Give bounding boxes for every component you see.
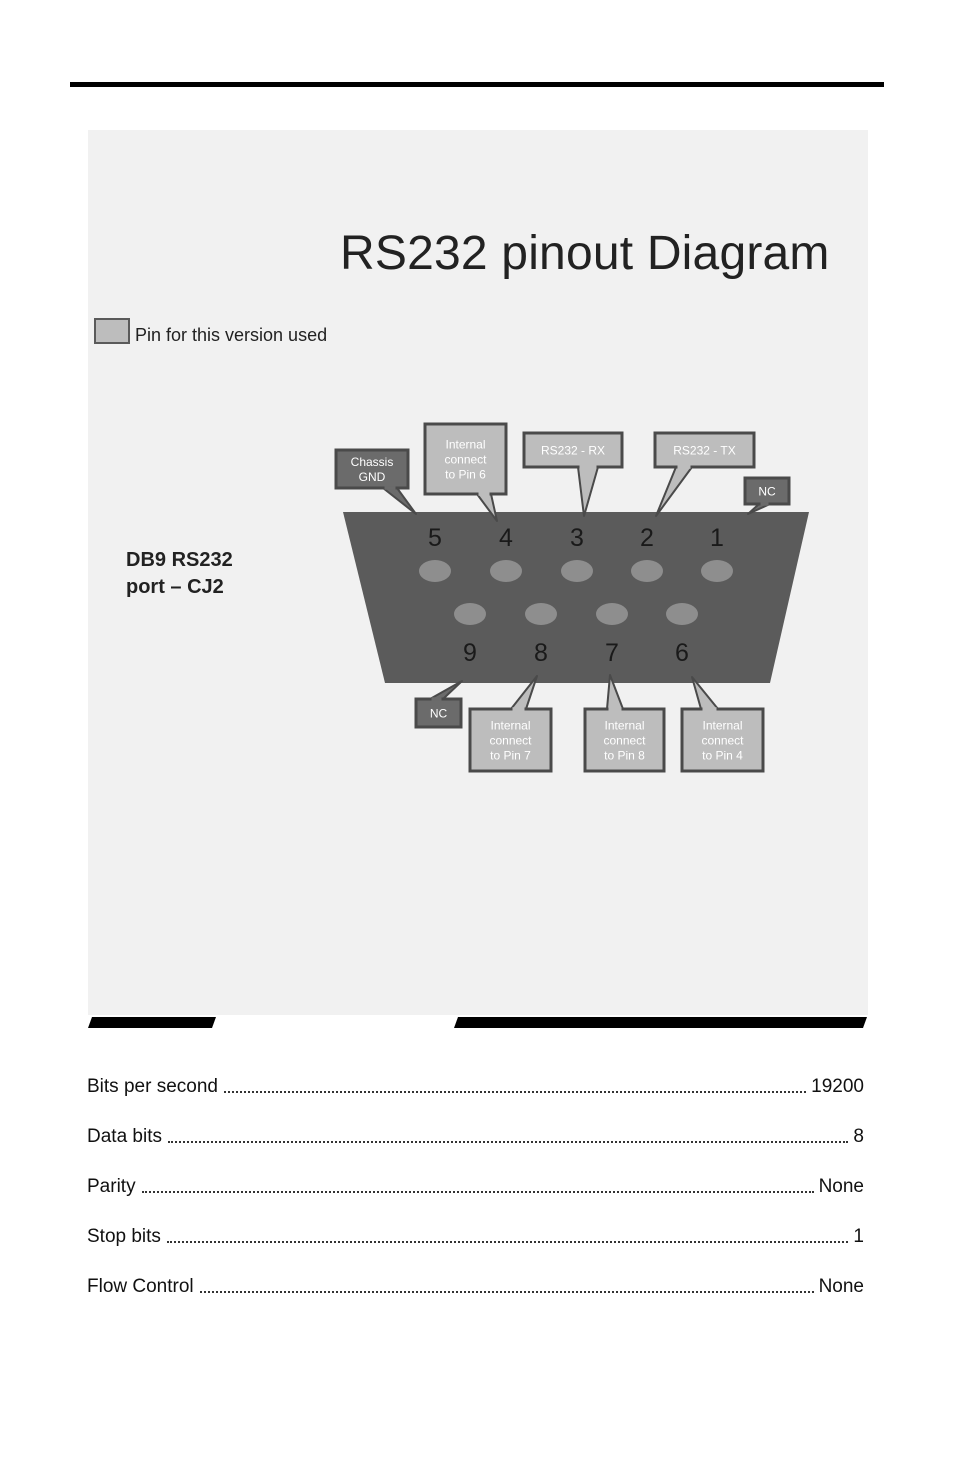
- pin-hole-5: [419, 560, 451, 582]
- pin-number-7: 7: [605, 639, 619, 667]
- pin-hole-4: [490, 560, 522, 582]
- setting-row: [87, 1174, 864, 1198]
- pin-hole-1: [701, 560, 733, 582]
- pin-number-8: 8: [534, 639, 548, 667]
- pin-number-1: 1: [710, 524, 724, 552]
- callout-pin-8-text-line-2: connect: [489, 733, 532, 748]
- legend-text: Pin for this version used: [135, 325, 328, 345]
- callout-pin-5-text-line-2: GND: [358, 470, 386, 484]
- callout-pin-8-text-line-1: Internal: [490, 718, 531, 733]
- port-label-line-2: port – CJ2: [126, 576, 224, 598]
- dot-leader: [142, 1191, 814, 1193]
- callout-pin-7-text-line-3: to Pin 8: [604, 748, 645, 763]
- setting-label: Parity: [87, 1176, 136, 1197]
- setting-label: Stop bits: [87, 1226, 161, 1247]
- setting-row: [87, 1074, 864, 1098]
- callout-pin-7-text-line-2: connect: [603, 733, 646, 748]
- callout-pin-4-text-line-3: to Pin 6: [445, 467, 486, 482]
- setting-row: [87, 1124, 864, 1148]
- diagram-title: RS232 pinout Diagram: [340, 227, 830, 280]
- port-label-line-1: DB9 RS232: [126, 549, 233, 571]
- callout-pin-6-text-line-3: to Pin 4: [702, 748, 743, 763]
- callout-pin-4-text-line-2: connect: [444, 452, 487, 467]
- callout-pin-5-text-line-1: Chassis: [350, 455, 394, 469]
- setting-row: [87, 1224, 864, 1248]
- callout-pin-2-pointer: [656, 467, 692, 516]
- setting-value: 19200: [811, 1076, 864, 1097]
- section-header-bars: [0, 1015, 954, 1031]
- pin-hole-9: [454, 603, 486, 625]
- dot-leader: [200, 1291, 814, 1293]
- callout-pin-7-text-line-1: Internal: [604, 718, 645, 733]
- dot-leader: [167, 1241, 848, 1243]
- callout-pin-9-text-line-1: NC: [429, 706, 448, 721]
- pin-number-3: 3: [570, 524, 584, 552]
- serial-settings-list: [87, 1074, 864, 1324]
- pin-number-9: 9: [463, 639, 477, 667]
- pin-number-6: 6: [675, 639, 689, 667]
- setting-value: None: [818, 1176, 864, 1197]
- callout-pin-6-text-line-2: connect: [701, 733, 744, 748]
- pin-number-2: 2: [640, 524, 654, 552]
- setting-label: Bits per second: [87, 1076, 218, 1097]
- setting-row: [87, 1274, 864, 1298]
- callout-pin-8-text-line-3: to Pin 7: [490, 748, 531, 763]
- callout-pin-3-pointer: [578, 467, 598, 516]
- setting-value: 1: [853, 1226, 864, 1247]
- section-bar-left: [88, 1017, 216, 1028]
- callout-pin-6-text-line-1: Internal: [702, 718, 743, 733]
- setting-value: None: [818, 1276, 864, 1297]
- pin-number-5: 5: [428, 524, 442, 552]
- callout-pin-9-pointer: [430, 681, 462, 699]
- setting-label: Data bits: [87, 1126, 162, 1147]
- pin-hole-7: [596, 603, 628, 625]
- pin-hole-2: [631, 560, 663, 582]
- callout-pin-2-text-line-1: RS232 - TX: [673, 443, 736, 458]
- pin-hole-3: [561, 560, 593, 582]
- dot-leader: [168, 1141, 848, 1143]
- callout-pin-1-text-line-1: NC: [758, 484, 776, 499]
- setting-label: Flow Control: [87, 1276, 194, 1297]
- callout-pin-4-text-line-1: Internal: [445, 437, 486, 452]
- pin-hole-6: [666, 603, 698, 625]
- callout-pin-3-text-line-1: RS232 - RX: [540, 443, 606, 458]
- callout-pin-5-pointer: [383, 488, 416, 514]
- setting-value: 8: [853, 1126, 864, 1147]
- pin-number-4: 4: [499, 524, 513, 552]
- section-bar-right: [454, 1017, 867, 1028]
- dot-leader: [224, 1091, 806, 1093]
- pin-hole-8: [525, 603, 557, 625]
